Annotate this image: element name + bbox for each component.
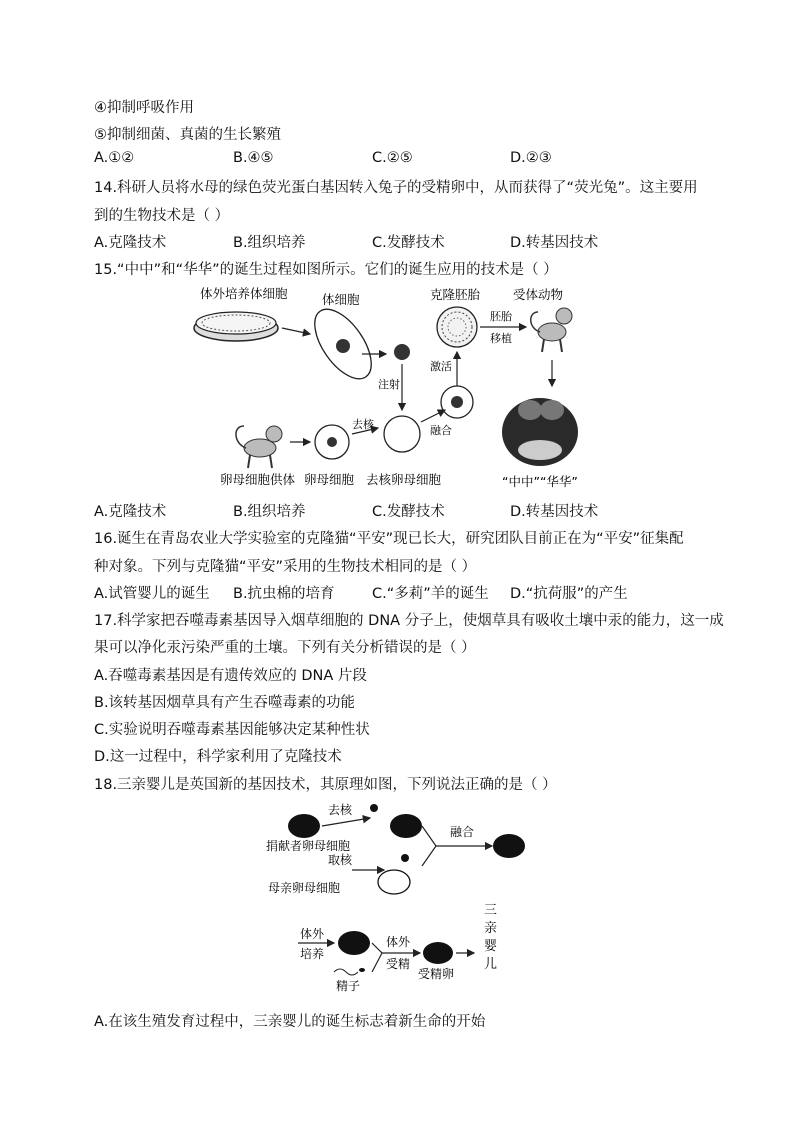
q16-option-d: D.“抗荷服”的产生 — [510, 586, 628, 602]
label-donor: 卵母细胞供体 — [220, 472, 296, 487]
q17-option-c: C.实验说明吞噬毒素基因能够决定某种性状 — [94, 722, 370, 738]
q14-option-b: B.组织培养 — [233, 235, 306, 251]
label-take-nucleus: 取核 — [328, 853, 353, 867]
label-culture-a: 体外 — [300, 927, 325, 941]
donor-nucleus — [394, 344, 410, 360]
label-recipient: 受体动物 — [513, 287, 564, 302]
label-fuse: 融合 — [430, 424, 452, 437]
q14-option-d: D.转基因技术 — [510, 235, 599, 251]
clone-embryo — [437, 307, 477, 347]
q15-option-a: A.克隆技术 — [94, 504, 167, 520]
q16-stem-2: 种对象。下列与克隆猫“平安”采用的生物技术相同的是（ ） — [94, 559, 477, 575]
cultured-egg — [338, 931, 370, 955]
label-baby-4: 儿 — [484, 957, 498, 972]
label-baby-1: 三 — [484, 903, 498, 918]
q13-option-d: D.②③ — [510, 150, 552, 166]
label-fusion: 融合 — [450, 825, 475, 839]
q16-option-c: C.“多莉”羊的诞生 — [372, 586, 489, 602]
q17-option-d: D.这一过程中，科学家利用了克隆技术 — [94, 749, 342, 765]
label-enucleated-oocyte: 去核卵母细胞 — [366, 472, 442, 487]
q14-option-a: A.克隆技术 — [94, 235, 167, 251]
q18-option-a: A.在该生殖发育过程中，三亲婴儿的诞生标志着新生命的开始 — [94, 1014, 486, 1030]
label-sperm: 精子 — [336, 979, 361, 993]
zygote — [423, 942, 453, 964]
q17-option-a: A.吞噬毒素基因是有遗传效应的 DNA 片段 — [94, 668, 367, 684]
enucleated-donor-egg — [390, 814, 422, 838]
item-4: ④抑制呼吸作用 — [94, 100, 194, 116]
label-culture: 体外培养体细胞 — [200, 286, 288, 301]
q17-option-b: B.该转基因烟草具有产生吞噬毒素的功能 — [94, 695, 356, 711]
label-ivf-a: 体外 — [386, 935, 411, 949]
q13-option-a: A.①② — [94, 150, 135, 166]
q15-stem: 15.“中中”和“华华”的诞生过程如图所示。它们的诞生应用的技术是（ ） — [94, 262, 558, 278]
culture-dish — [194, 312, 278, 341]
label-mother-egg: 母亲卵母细胞 — [268, 881, 341, 895]
q15-diagram — [190, 282, 610, 492]
label-transfer-1: 胚胎 — [490, 310, 512, 323]
q18-stem: 18.三亲婴儿是英国新的基因技术，其原理如图，下列说法正确的是（ ） — [94, 777, 557, 793]
item-5: ⑤抑制细菌、真菌的生长繁殖 — [94, 127, 281, 143]
recipient-monkey — [531, 308, 572, 352]
q17-stem-1: 17.科学家把吞噬毒素基因导入烟草细胞的 DNA 分子上，使烟草具有吸收土壤中汞的能力，这一成 — [94, 613, 724, 629]
fused-egg — [493, 834, 525, 858]
mother-nucleus — [401, 854, 409, 862]
removed-nucleus — [370, 804, 378, 812]
q13-option-b: B.④⑤ — [233, 150, 274, 166]
mother-egg — [378, 870, 410, 894]
label-donor-egg: 捐献者卵母细胞 — [266, 839, 351, 853]
label-activate: 激活 — [430, 360, 452, 373]
label-culture-b: 培养 — [300, 947, 325, 961]
babies-photo — [496, 390, 588, 468]
q15-option-b: B.组织培养 — [233, 504, 306, 520]
q14-option-c: C.发酵技术 — [372, 235, 445, 251]
q16-stem-1: 16.诞生在青岛农业大学实验室的克隆猫“平安”现已长大，研究团队目前正在为“平安”征集配 — [94, 531, 684, 547]
q14-stem-1: 14.科研人员将水母的绿色荧光蛋白基因转入兔子的受精卵中，从而获得了“荧光兔”。这主要用 — [94, 180, 698, 196]
q16-option-a: A.试管婴儿的诞生 — [94, 586, 210, 602]
q18-diagram — [260, 796, 540, 996]
label-inject: 注射 — [378, 378, 400, 391]
label-enucleate: 去核 — [352, 418, 374, 431]
enucleated-oocyte — [384, 416, 420, 452]
label-somatic: 体细胞 — [322, 292, 360, 307]
label-transfer-2: 移植 — [490, 332, 512, 345]
label-clone-embryo: 克隆胚胎 — [430, 287, 481, 302]
donor-monkey — [236, 426, 282, 468]
label-ivf-b: 受精 — [386, 957, 411, 971]
q15-option-d: D.转基因技术 — [510, 504, 599, 520]
label-baby-2: 亲 — [484, 921, 498, 936]
q16-option-b: B.抗虫棉的培育 — [233, 586, 335, 602]
label-oocyte: 卵母细胞 — [304, 472, 355, 487]
label-babies: “中中”“华华” — [502, 474, 578, 489]
q14-stem-2: 到的生物技术是（ ） — [94, 208, 230, 224]
label-baby-3: 婴 — [484, 939, 498, 954]
donor-egg — [288, 814, 320, 838]
q17-stem-2: 果可以净化汞污染严重的土壤。下列有关分析错误的是（ ） — [94, 640, 476, 656]
label-remove-nucleus: 去核 — [328, 803, 353, 817]
q13-option-c: C.②⑤ — [372, 150, 413, 166]
label-zygote: 受精卵 — [418, 967, 455, 981]
q15-option-c: C.发酵技术 — [372, 504, 445, 520]
